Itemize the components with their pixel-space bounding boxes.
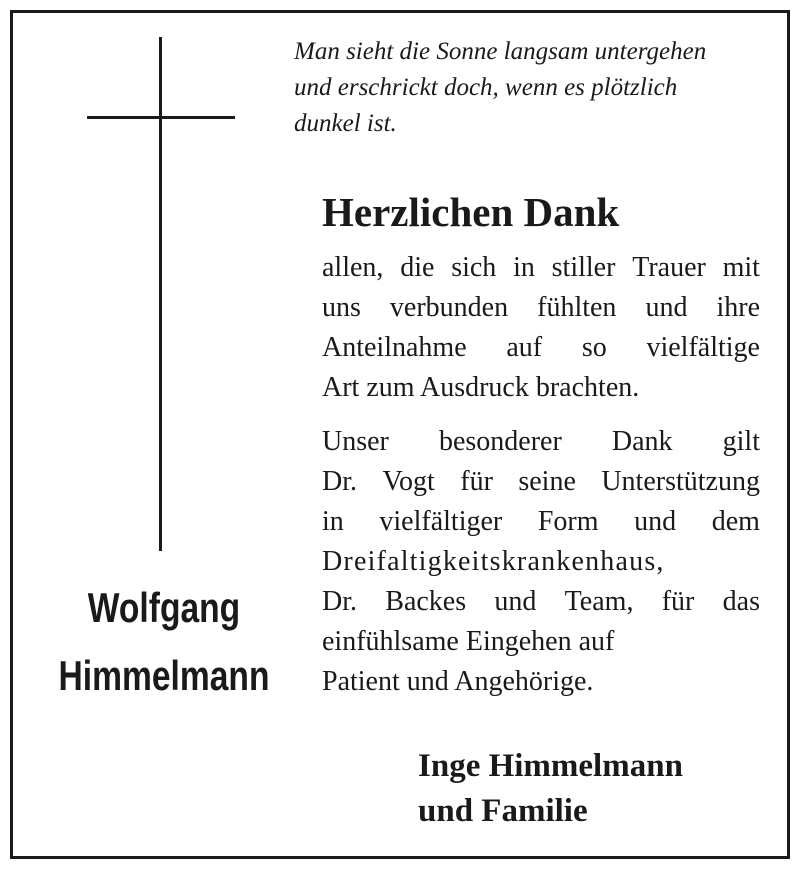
paragraph-line: Patient und Angehörige. — [322, 666, 594, 697]
paragraph-line: einfühlsame Eingehen auf — [322, 626, 615, 657]
motto-line: dunkel ist. — [294, 110, 397, 137]
cross-vertical-bar — [159, 37, 162, 551]
special-thanks-paragraph — [322, 422, 760, 702]
paragraph-line: in vielfältiger Form und dem — [322, 506, 760, 537]
thanks-heading: Herzlichen Dank — [322, 189, 620, 235]
signature-name: Inge Himmelmann — [418, 748, 683, 784]
motto-line: und erschrickt doch, wenn es plötzlich — [294, 74, 678, 101]
signature — [418, 744, 683, 834]
deceased-last-name: Himmelmann — [58, 652, 270, 699]
paragraph-line: Dr. Backes und Team, für das — [322, 586, 760, 617]
cross-horizontal-bar — [87, 116, 235, 119]
paragraph-line: allen, die sich in stiller Trauer mit — [322, 252, 760, 283]
paragraph-line: Anteilnahme auf so vielfältige — [322, 332, 760, 363]
deceased-first-name: Wolfgang — [87, 584, 241, 631]
paragraph-line: Dreifaltigkeitskrankenhaus, — [322, 546, 665, 577]
motto-line: Man sieht die Sonne langsam untergehen — [294, 38, 707, 65]
signature-family: und Familie — [418, 793, 588, 829]
thanks-paragraph — [322, 248, 760, 408]
paragraph-line: Dr. Vogt für seine Unterstützung — [322, 466, 760, 497]
paragraph-line: Unser besonderer Dank gilt — [322, 426, 760, 457]
paragraph-line: uns verbunden fühlten und ihre — [322, 292, 760, 323]
motto-quote — [294, 34, 764, 142]
paragraph-line: Art zum Ausdruck brachten. — [322, 372, 640, 403]
